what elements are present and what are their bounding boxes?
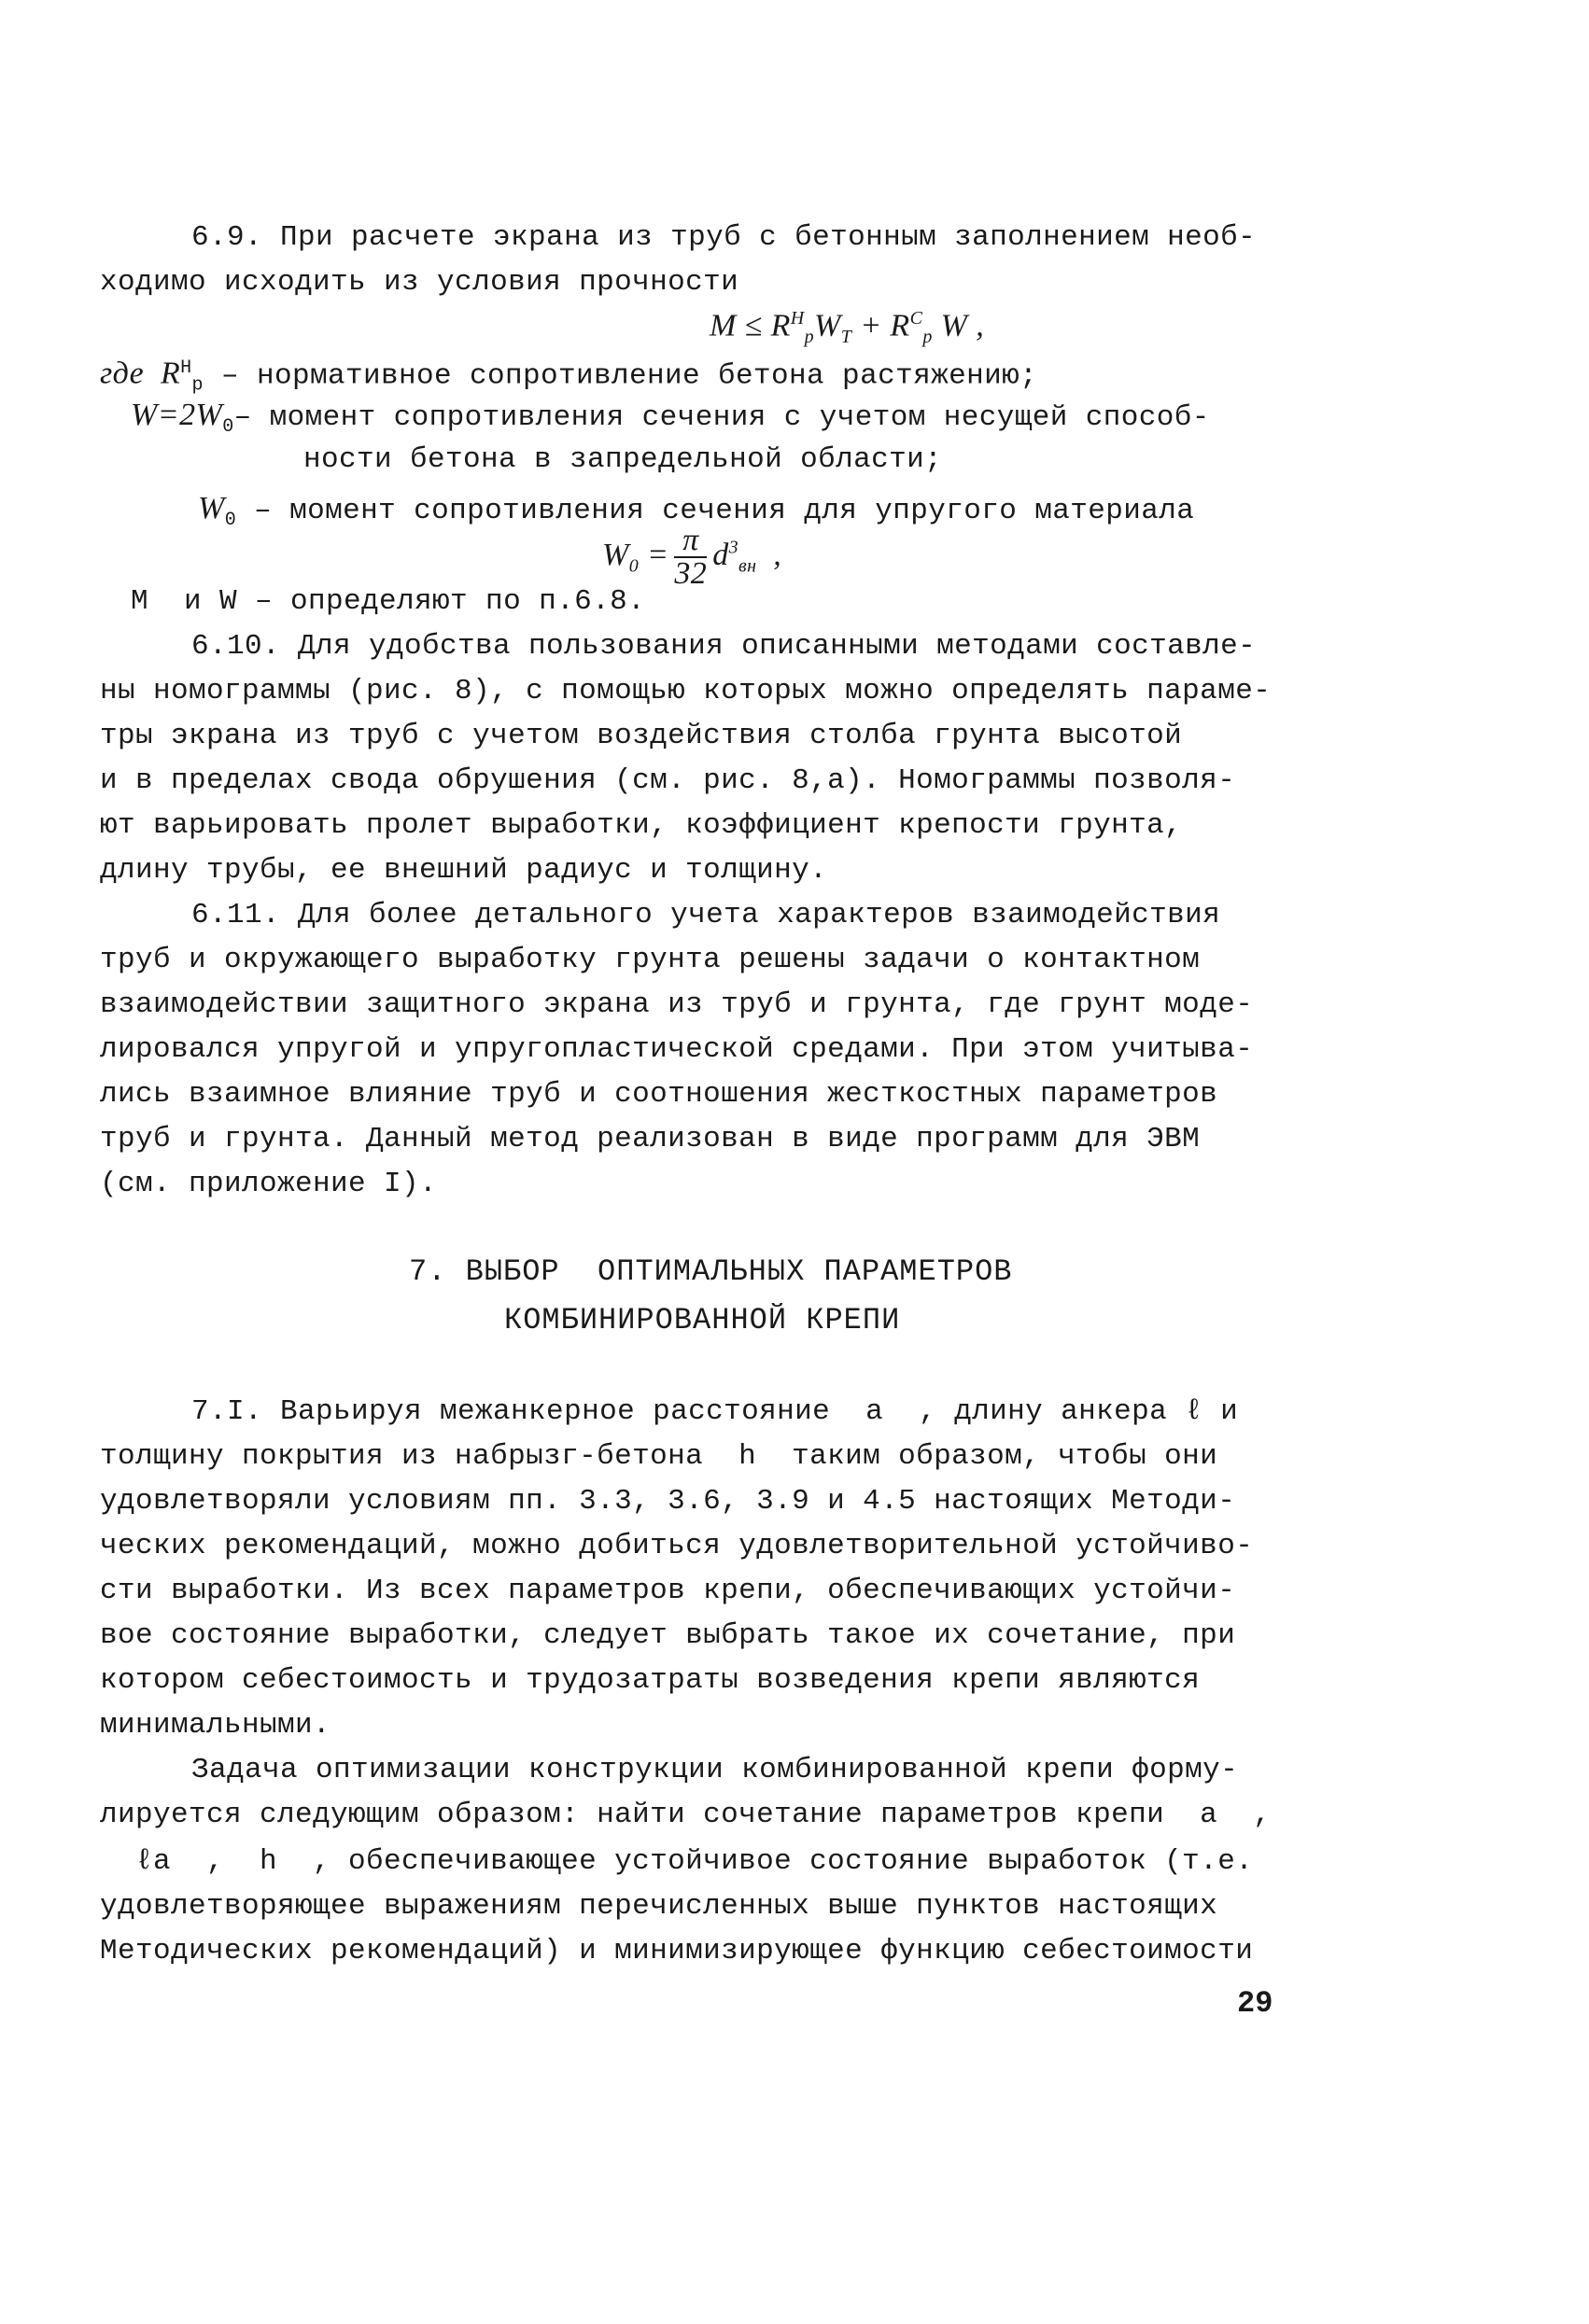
paragraph-7-2-line: лируется следующим образом: найти сочетание параметров крепи a , bbox=[100, 1799, 1272, 1831]
paragraph-6-11-line: труб и грунта. Данный метод реализован в виде программ для ЭВМ bbox=[100, 1123, 1201, 1155]
paragraph-6-10-line: ны номограммы (рис. 8), с помощью которых можно определять параме- bbox=[100, 675, 1272, 707]
paragraph-6-9-line: ходимо исходить из условия прочности bbox=[100, 266, 739, 299]
paragraph-7-2-line: Задача оптимизации конструкции комбинированной крепи форму- bbox=[191, 1754, 1239, 1786]
definition-w-continued: ности бетона в запредельной области; bbox=[303, 443, 943, 476]
paragraph-7-2-line: ℓa , h , обеспечивающее устойчивое состояние выработок (т.е. bbox=[100, 1845, 1254, 1878]
paragraph-7-1-line: 7.I. Варьируя межанкерное расстояние a , длину анкера ℓ и bbox=[191, 1395, 1239, 1428]
paragraph-6-9-line: 6.9. При расчете экрана из труб с бетонным заполнением необ- bbox=[191, 221, 1257, 254]
paragraph-6-10-line: ют варьировать пролет выработки, коэффициент крепости грунта, bbox=[100, 809, 1183, 842]
section-7-heading: КОМБИНИРОВАННОЙ КРЕПИ bbox=[504, 1303, 901, 1337]
page-number: 29 bbox=[1237, 1986, 1273, 2021]
strength-formula: $M \le R^H_pW_T + R^C_p$ W , bbox=[710, 308, 985, 348]
paragraph-7-1-line: вое состояние выработки, следует выбрать такое их сочетание, при bbox=[100, 1619, 1236, 1652]
paragraph-6-11-line: лись взаимное влияние труб и соотношения жесткостных параметров bbox=[100, 1078, 1218, 1111]
paragraph-7-1-line: сти выработки. Из всех параметров крепи, обеспечивающих устойчи- bbox=[100, 1575, 1236, 1607]
definition-rp: где $R^H_p$ – нормативное сопротивление бетона растяжению; bbox=[100, 356, 1038, 397]
paragraph-6-10-line: длину трубы, ее внешний радиус и толщину. bbox=[100, 854, 828, 887]
paragraph-7-1-line: ческих рекомендаций, можно добиться удовлетворительной устойчиво- bbox=[100, 1530, 1254, 1562]
paragraph-7-2-line: удовлетворяющее выражениям перечисленных выше пунктов настоящих bbox=[100, 1890, 1218, 1923]
w0-formula: $W_0$ = $\frac{\pi}{32}$ $d^3_{вн}$ , bbox=[602, 523, 782, 591]
paragraph-6-11-line: лировался упругой и упругопластической средами. При этом учитыва- bbox=[100, 1033, 1254, 1066]
paragraph-7-1-line: удовлетворяли условиям пп. 3.3, 3.6, 3.9 и 4.5 настоящих Методи- bbox=[100, 1485, 1236, 1518]
paragraph-7-1-line: минимальными. bbox=[100, 1709, 331, 1742]
paragraph-6-10-line: и в пределах свода обрушения (см. рис. 8,а). Номограммы позволя- bbox=[100, 764, 1236, 797]
paragraph-7-1-line: толщину покрытия из набрызг-бетона h таким образом, чтобы они bbox=[100, 1440, 1218, 1473]
paragraph-6-10-line: 6.10. Для удобства пользования описанными методами составле- bbox=[191, 630, 1257, 663]
paragraph-7-1-line: котором себестоимость и трудозатраты возведения крепи являются bbox=[100, 1664, 1201, 1697]
paragraph-6-11-line: (см. приложение I). bbox=[100, 1168, 438, 1200]
paragraph-6-11-line: труб и окружающего выработку грунта решены задачи о контактном bbox=[100, 944, 1201, 976]
paragraph-6-11-line: 6.11. Для более детального учета характеров взаимодействия bbox=[191, 899, 1221, 931]
definition-m-w: M и W – определяют по п.6.8. bbox=[131, 585, 646, 618]
paragraph-7-2-line: Методических рекомендаций) и минимизирующее функцию себестоимости bbox=[100, 1935, 1254, 1967]
definition-w: $W=2W_0-$ момент сопротивления сечения с учетом несущей способ- bbox=[131, 398, 1210, 439]
definition-w0: $W_0$ – момент сопротивления сечения для упругого материала bbox=[198, 491, 1195, 532]
paragraph-6-11-line: взаимодействии защитного экрана из труб и грунта, где грунт моде- bbox=[100, 988, 1254, 1021]
section-7-heading: 7. ВЫБОР ОПТИМАЛЬНЫХ ПАРАМЕТРОВ bbox=[409, 1254, 1013, 1289]
paragraph-6-10-line: тры экрана из труб с учетом воздействия столба грунта высотой bbox=[100, 720, 1183, 752]
